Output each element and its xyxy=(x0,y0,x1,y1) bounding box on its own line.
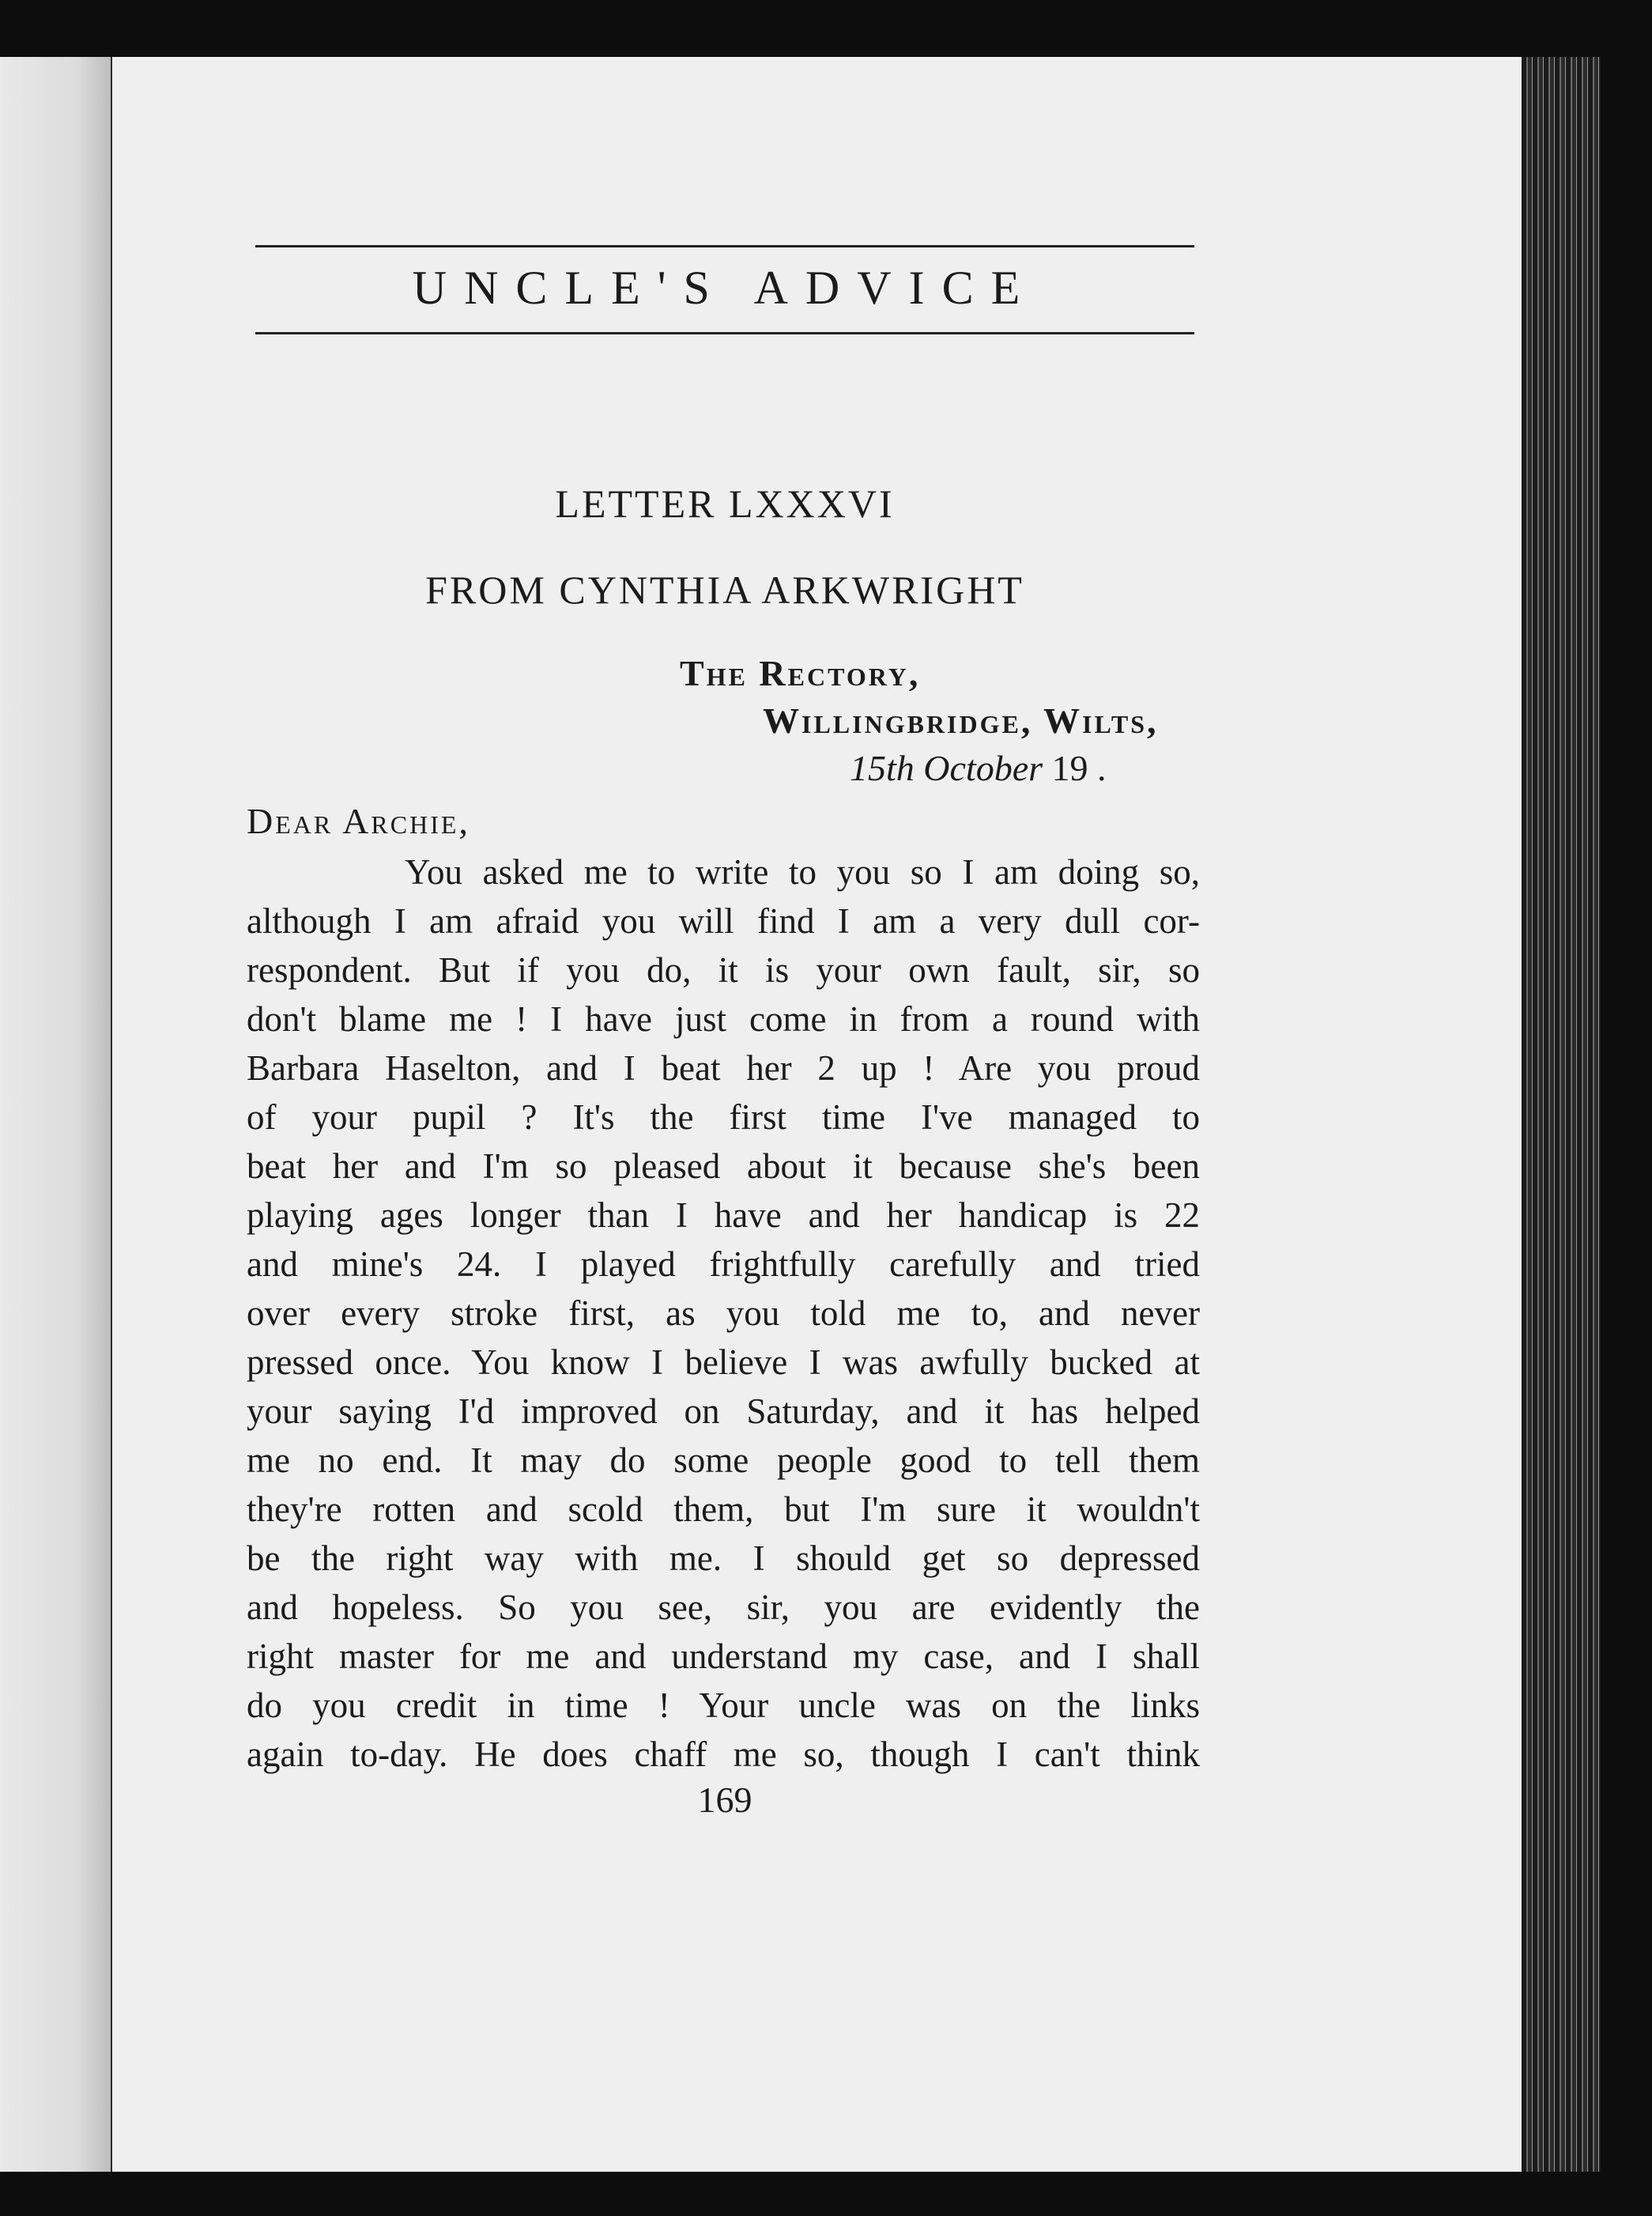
body-line: of your pupil ? It's the first time I've managed to xyxy=(247,1097,1200,1137)
body-line: your saying I'd improved on Saturday, and it has helped xyxy=(247,1391,1200,1431)
date-day: 15th October xyxy=(850,748,1043,788)
letter-from: FROM CYNTHIA ARKWRIGHT xyxy=(425,568,1024,612)
body-line: be the right way with me. I should get so depressed xyxy=(247,1538,1200,1578)
body-line: although I am afraid you will find I am a very dull cor- xyxy=(247,901,1200,941)
header-rule-bottom xyxy=(255,332,1194,334)
body-line: do you credit in time ! Your uncle was on the links xyxy=(247,1686,1200,1725)
body-line: Barbara Haselton, and I beat her 2 up ! Are you proud xyxy=(247,1048,1200,1088)
body-line: me no end. It may do some people good to tell them xyxy=(247,1440,1200,1480)
letter-date xyxy=(850,747,1107,789)
body-line: beat her and I'm so pleased about it because she's been xyxy=(247,1146,1200,1186)
address-line-2: Willingbridge, Wilts, xyxy=(763,700,1159,741)
date-year: 19 . xyxy=(1051,748,1107,788)
address-line-1: The Rectory, xyxy=(680,653,921,693)
body-line: they're rotten and scold them, but I'm sure it wouldn't xyxy=(247,1489,1200,1529)
facing-page-edge xyxy=(0,57,111,2172)
letter-body xyxy=(247,848,1200,1779)
book-fore-edge xyxy=(1522,57,1601,2172)
body-line: right master for me and understand my case, and I shall xyxy=(247,1637,1200,1676)
header-rule-top xyxy=(255,245,1194,247)
body-line: over every stroke first, as you told me to, and never xyxy=(247,1293,1200,1333)
body-line: You asked me to write to you so I am doing so, xyxy=(405,852,1200,892)
body-line: don't blame me ! I have just come in from a round with xyxy=(247,999,1200,1039)
salutation: Dear Archie, xyxy=(247,801,470,841)
body-line: and mine's 24. I played frightfully carefully and tried xyxy=(247,1244,1200,1284)
body-line: again to-day. He does chaff me so, though I can't think xyxy=(247,1735,1200,1774)
letter-title: LETTER LXXXVI xyxy=(555,481,895,526)
page-number: 169 xyxy=(697,1780,752,1820)
running-head: UNCLE'S ADVICE xyxy=(412,262,1038,314)
body-line: and hopeless. So you see, sir, you are evidently the xyxy=(247,1587,1200,1627)
body-line: playing ages longer than I have and her handicap is 22 xyxy=(247,1195,1200,1235)
body-line: respondent. But if you do, it is your own fault, sir, so xyxy=(247,950,1200,990)
body-line: pressed once. You know I believe I was awfully bucked at xyxy=(247,1342,1200,1382)
